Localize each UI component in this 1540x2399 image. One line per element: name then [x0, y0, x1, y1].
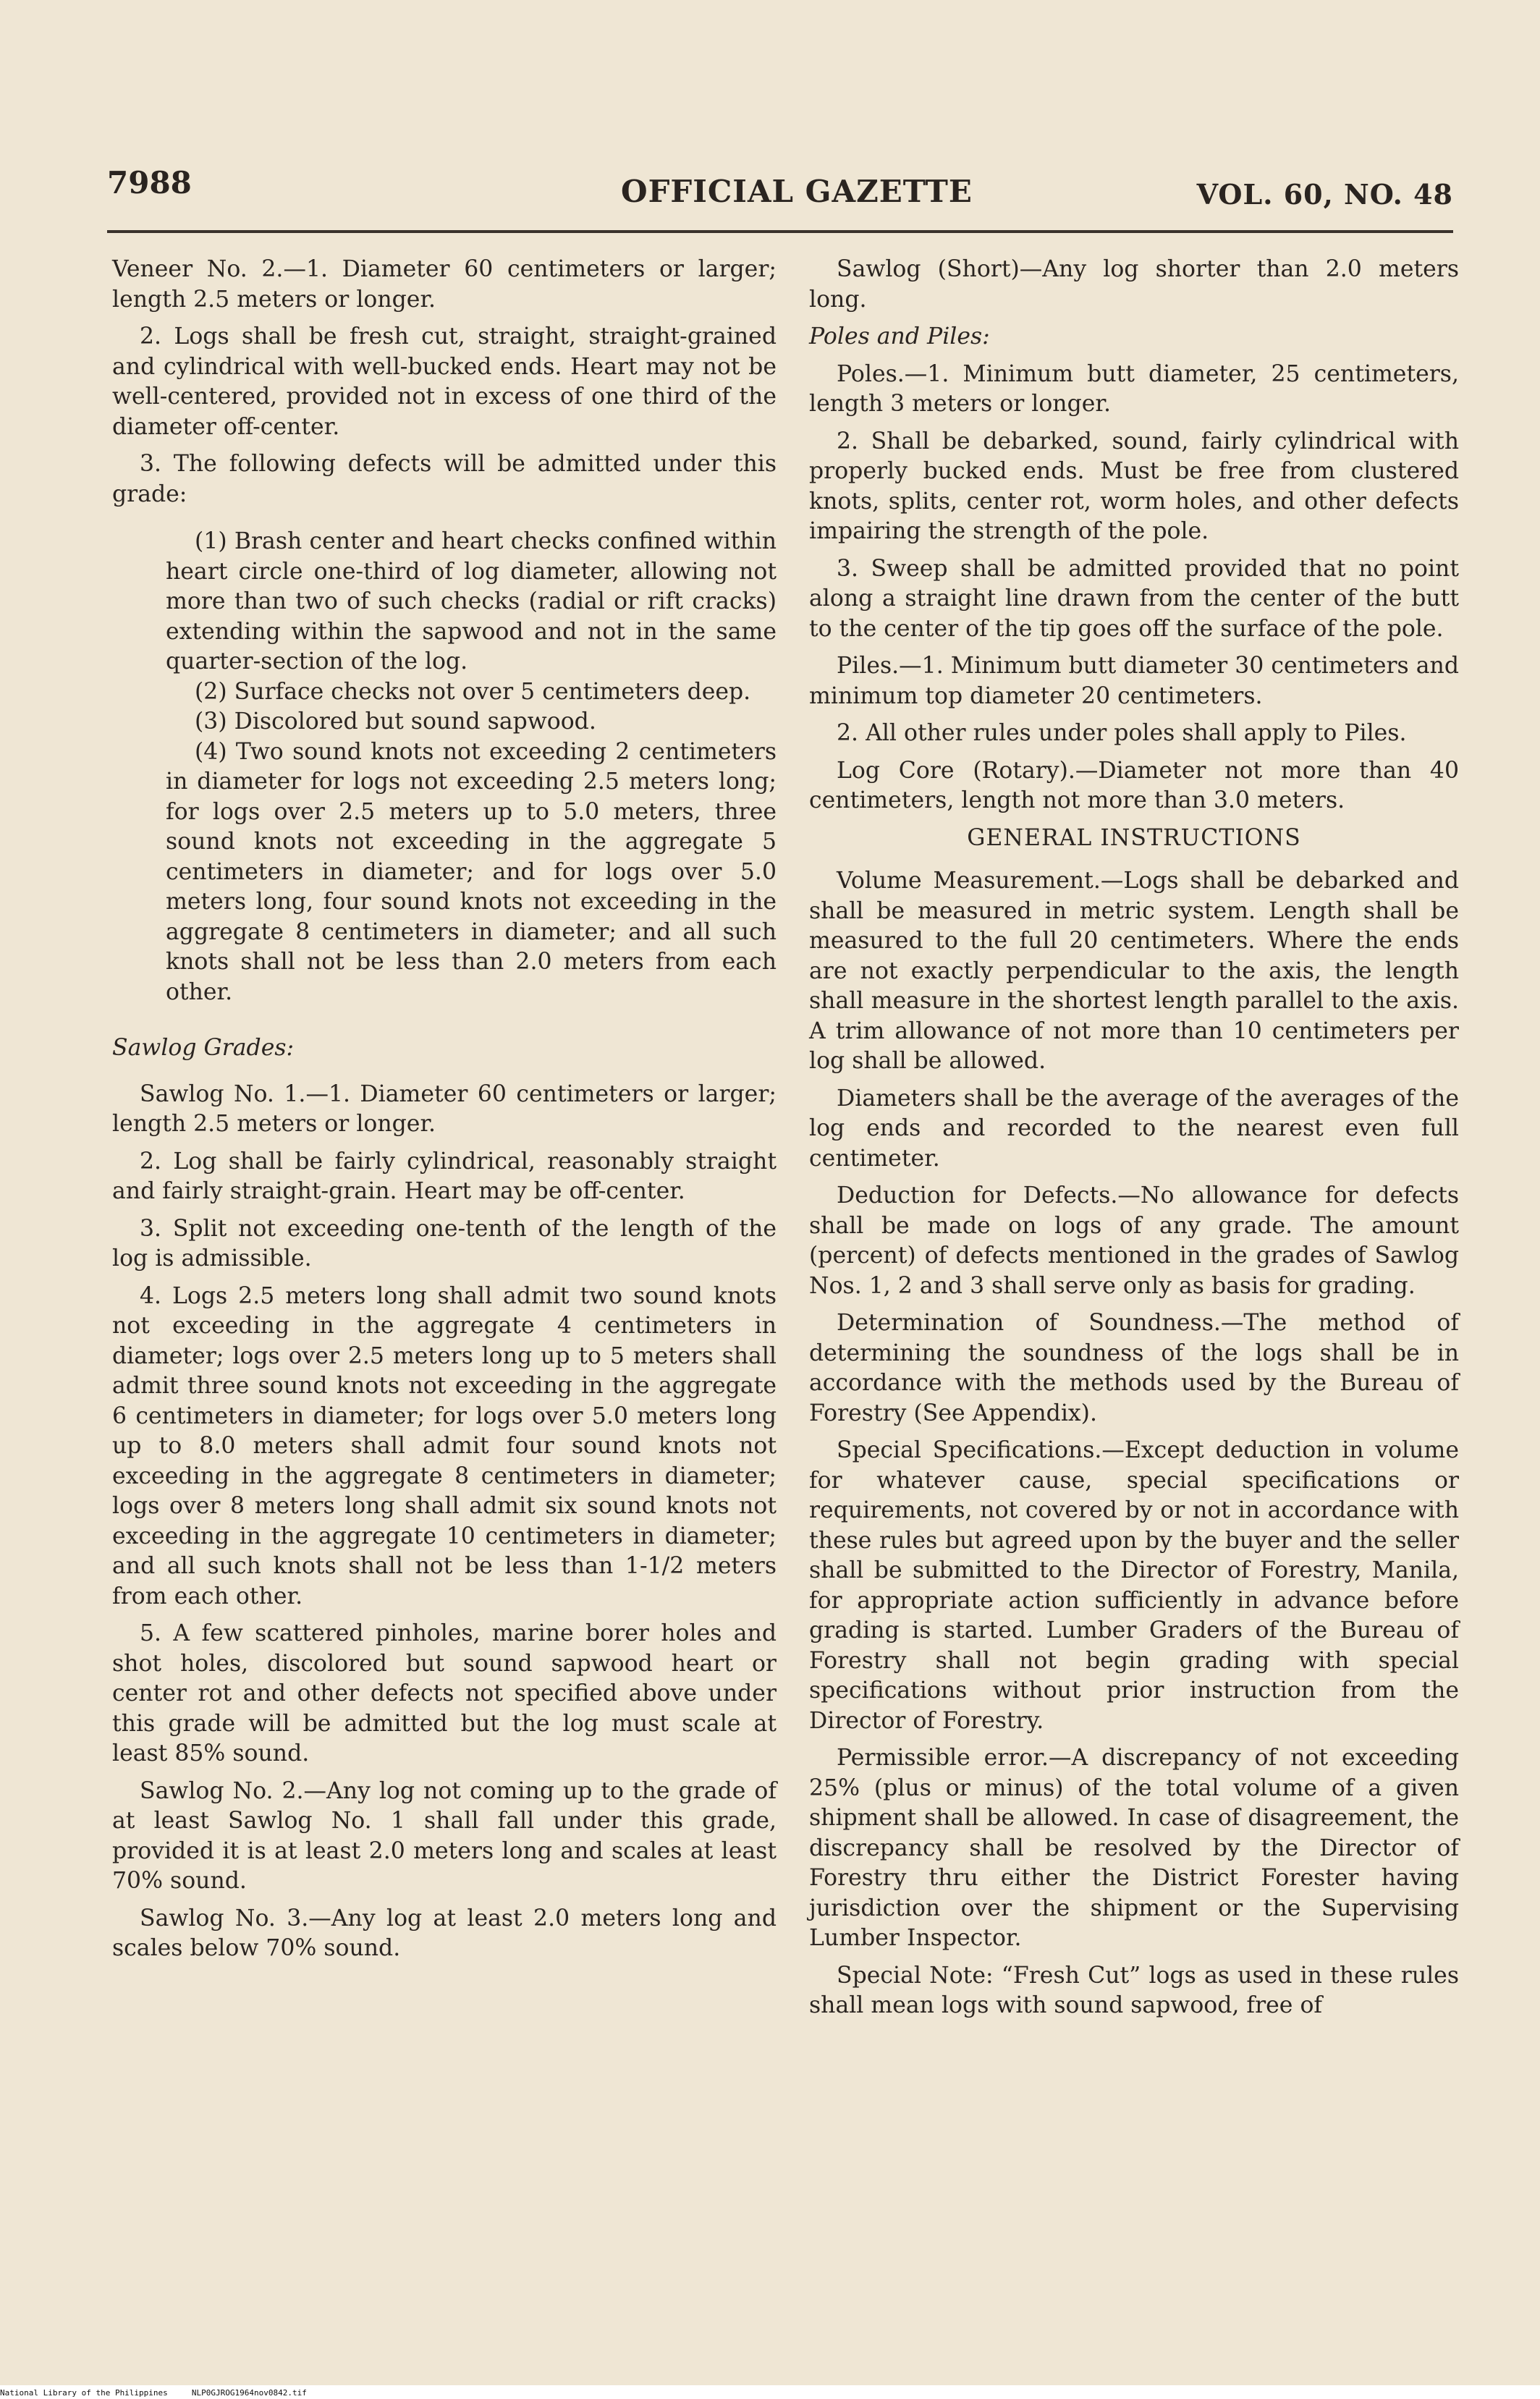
scan-footer: National Library of the Philippines NLP0GJROG1964nov0842.tif: [0, 2388, 307, 2398]
paragraph: 4. Logs 2.5 meters long shall admit two sound knots not exceeding in the aggregate 4 centimeters in diameter; logs over 2.5 meters long up to 5 meters shall admit three sound knots not exceeding in the aggregate 6 centimeters in diameter; for logs over 5.0 meters long up to 8.0 meters shall admit four sound knots not exceeding in the aggregate 8 centimeters in diameter; logs over 8 meters long shall admit six sound knots not exceeding in the aggregate 10 centimeters in diameter; and all such knots shall not be less than 1-1/2 meters from each other.: [112, 1282, 777, 1609]
paragraph: Sawlog No. 2.—Any log not coming up to the grade of at least Sawlog No. 1 shall fall under this grade, provided it is at least 2.0 meters long and scales at least 70% sound.: [112, 1777, 777, 1894]
right-column: [809, 255, 1459, 2028]
paragraph: 3. Sweep shall be admitted provided that no point along a straight line drawn from the center of the butt to the center of the tip goes off the surface of the pole.: [809, 555, 1459, 642]
header-rule: [107, 230, 1453, 233]
paragraph: Special Note: “Fresh Cut” logs as used in these rules shall mean logs with sound sapwood, free of: [809, 1962, 1459, 2018]
defect-item: (2) Surface checks not over 5 centimeters deep.: [195, 678, 751, 705]
paragraph: 3. Split not exceeding one-tenth of the length of the log is admissible.: [112, 1215, 777, 1272]
defect-item: (1) Brash center and heart checks confined within heart circle one-third of log diameter, allowing not more than two of such checks (radial or rift cracks) extending within the sapwood and not in the same quarter-section of the log.: [166, 528, 777, 674]
section-heading: Poles and Piles:: [809, 323, 990, 350]
defect-item: (3) Discolored but sound sapwood.: [195, 708, 596, 735]
publication-title: OFFICIAL GAZETTE: [621, 174, 973, 209]
left-column: [112, 255, 777, 1971]
paragraph: Special Specifications.—Except deduction in volume for whatever cause, special specifications or requirements, not covered by or not in accordance with these rules but agreed upon by the buyer and the seller shall be submitted to the Director of Forestry, Manila, for appropriate action sufficiently in advance before grading is started. Lumber Graders of the Bureau of Forestry shall not begin grading with special specifications without prior instruction from the Director of Forestry.: [809, 1437, 1459, 1734]
section-heading: Sawlog Grades:: [112, 1035, 295, 1061]
paragraph: 3. The following defects will be admitted under this grade:: [112, 451, 777, 507]
paragraph: 2. Log shall be fairly cylindrical, reasonably straight and fairly straight-grain. Heart may be off-center.: [112, 1148, 777, 1204]
paragraph: Sawlog No. 3.—Any log at least 2.0 meters long and scales below 70% sound.: [112, 1905, 777, 1961]
page-number: 7988: [107, 165, 192, 200]
paragraph: 2. All other rules under poles shall apply to Piles.: [837, 720, 1407, 746]
paragraph: Veneer No. 2.—1. Diameter 60 centimeters or larger; length 2.5 meters or longer.: [112, 256, 777, 313]
paragraph: 2. Shall be debarked, sound, fairly cylindrical with properly bucked ends. Must be free from clustered knots, splits, center rot, worm holes, and other defects impairing the strength of the pole.: [809, 428, 1459, 544]
paragraph: Diameters shall be the average of the averages of the log ends and recorded to the nearest even full centimeter.: [809, 1085, 1459, 1172]
paragraph: Determination of Soundness.—The method of determining the soundness of the logs shall be in accordance with the methods used by the Bureau of Forestry (See Appendix).: [809, 1310, 1459, 1426]
paragraph: Sawlog (Short)—Any log shorter than 2.0 meters long.: [809, 256, 1459, 313]
paragraph: 5. A few scattered pinholes, marine borer holes and shot holes, discolored but sound sapwood heart or center rot and other defects not specified above under this grade will be admitted but the log must scale at least 85% sound.: [112, 1620, 777, 1767]
page-header: [107, 165, 1453, 216]
paragraph: Deduction for Defects.—No allowance for defects shall be made on logs of any grade. The amount (percent) of defects mentioned in the grades of Sawlog Nos. 1, 2 and 3 shall serve only as basis for grading.: [809, 1182, 1459, 1299]
paragraph: Sawlog No. 1.—1. Diameter 60 centimeters or larger; length 2.5 meters or longer.: [112, 1080, 777, 1137]
paragraph: 2. Logs shall be fresh cut, straight, straight-grained and cylindrical with well-bucked ends. Heart may not be well-centered, provided not in excess of one third of the diameter off-center.: [112, 323, 777, 440]
paragraph: Poles.—1. Minimum butt diameter, 25 centimeters, length 3 meters or longer.: [809, 360, 1459, 417]
defect-item: (4) Two sound knots not exceeding 2 centimeters in diameter for logs not exceeding 2.5 meters long; for logs over 2.5 meters up to 5.0 meters, three sound knots not exceeding in the aggregate 5 centimeters in diameter; and for logs over 5.0 meters long, four sound knots not exceeding in the aggregate 8 centimeters in diameter; and all such knots shall not be less than 2.0 meters from each other.: [166, 738, 777, 1005]
paragraph: Log Core (Rotary).—Diameter not more than 40 centimeters, length not more than 3.0 meters.: [809, 757, 1459, 813]
volume-issue: VOL. 60, NO. 48: [1196, 178, 1453, 211]
paragraph: Piles.—1. Minimum butt diameter 30 centimeters and minimum top diameter 20 centimeters.: [809, 653, 1459, 709]
paragraph: Permissible error.—A discrepancy of not exceeding 25% (plus or minus) of the total volume of a given shipment shall be allowed. In case of disagreement, the discrepancy shall be resolved by the Director of Forestry thru either the District Forester having jurisdiction over the shipment or the Supervising Lumber Inspector.: [809, 1745, 1459, 1951]
section-heading: GENERAL INSTRUCTIONS: [967, 824, 1301, 851]
paragraph: Volume Measurement.—Logs shall be debarked and shall be measured in metric system. Length shall be measured to the full 20 centimeters. Where the ends are not exactly perpendicular to the axis, the length shall measure in the shortest length parallel to the axis. A trim allowance of not more than 10 centimeters per log shall be allowed.: [809, 868, 1459, 1074]
